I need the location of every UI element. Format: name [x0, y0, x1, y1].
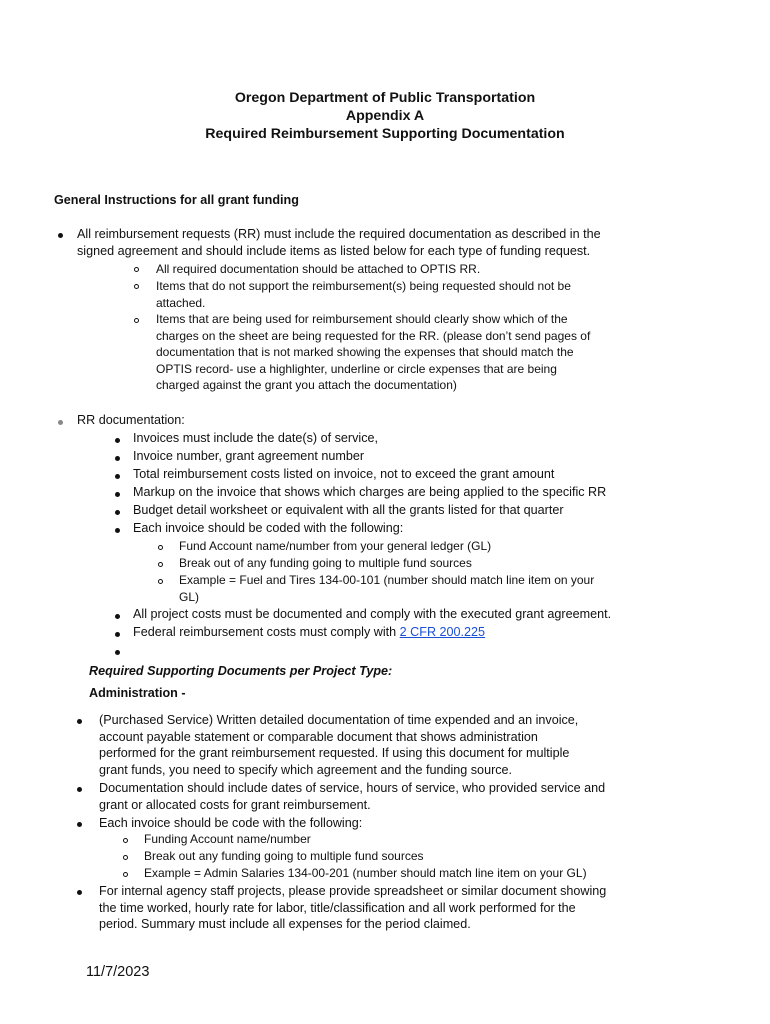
bullet-icon: [115, 438, 120, 443]
general-sub-item: Items that do not support the reimbursement(s) being requested should not be: [156, 279, 571, 293]
sub-bullet-icon: [123, 872, 128, 877]
admin-item-line: account payable statement or comparable document that shows administration: [99, 730, 538, 744]
general-sub-item: charged against the grant you attach the documentation): [156, 378, 457, 392]
admin-item-line: For internal agency staff projects, please provide spreadsheet or similar document showing: [99, 884, 607, 898]
general-sub-item: OPTIS record- use a highlighter, underline or circle expenses that are being: [156, 362, 557, 376]
general-instructions-heading: General Instructions for all grant funding: [54, 193, 299, 207]
rr-list-item: Invoices must include the date(s) of service,: [133, 431, 378, 445]
bullet-icon: [115, 528, 120, 533]
admin-item-line: grant or allocated costs for grant reimbursement.: [99, 798, 371, 812]
admin-item-line: (Purchased Service) Written detailed documentation of time expended and an invoice,: [99, 713, 579, 727]
sub-bullet-icon: [123, 838, 128, 843]
rr-list-item: Each invoice should be coded with the following:: [133, 521, 404, 535]
admin-sub-item: Example = Admin Salaries 134-00-201 (number should match line item on your GL): [144, 866, 587, 880]
bullet-icon: [58, 420, 63, 425]
document-heading: Required Reimbursement Supporting Documentation: [205, 126, 565, 142]
bullet-icon: [115, 492, 120, 497]
rr-list-item: Invoice number, grant agreement number: [133, 449, 365, 463]
admin-item-line: period. Summary must include all expenses for the period claimed.: [99, 917, 471, 931]
rr-list-item: Total reimbursement costs listed on invoice, not to exceed the grant amount: [133, 467, 555, 481]
admin-item-line: Each invoice should be code with the following:: [99, 816, 363, 830]
rr-list-item: Budget detail worksheet or equivalent with all the grants listed for that quarter: [133, 503, 564, 517]
general-paragraph-line: All reimbursement requests (RR) must include the required documentation as described in the: [77, 227, 601, 241]
bullet-icon: [77, 719, 82, 724]
rr-documentation-heading: RR documentation:: [77, 413, 185, 427]
cfr-link[interactable]: 2 CFR 200.225: [399, 625, 486, 639]
document-title: Oregon Department of Public Transportation: [234, 90, 536, 106]
rr-list-item: All project costs must be documented and comply with the executed grant agreement.: [133, 607, 612, 621]
general-sub-item: charges on the sheet are being requested for the RR. (please don’t send pages of: [156, 329, 591, 343]
general-paragraph-line: signed agreement and should include items as listed below for each type of funding request.: [77, 244, 591, 258]
general-sub-item: All required documentation should be attached to OPTIS RR.: [156, 262, 481, 276]
rr-list-item: Markup on the invoice that shows which charges are being applied to the specific RR: [133, 485, 607, 499]
bullet-icon: [115, 632, 120, 637]
general-sub-item: documentation that is not marked showing the expenses that should match the: [156, 345, 574, 359]
sub-bullet-icon: [123, 855, 128, 860]
bullet-icon: [58, 233, 63, 238]
rr-sub-item: Example = Fuel and Tires 134-00-101 (number should match line item on your: [179, 573, 595, 587]
sub-bullet-icon: [134, 318, 139, 323]
sub-bullet-icon: [158, 562, 163, 567]
sub-bullet-icon: [134, 284, 139, 289]
footer-date: 11/7/2023: [86, 964, 150, 980]
document-subtitle: Appendix A: [345, 108, 425, 124]
admin-item-line: grant funds, you need to specify which agreement and the funding source.: [99, 763, 513, 777]
bullet-icon: [115, 650, 120, 655]
bullet-icon: [77, 787, 82, 792]
admin-item-line: Documentation should include dates of service, hours of service, who provided service and: [99, 781, 606, 795]
bullet-icon: [77, 822, 82, 827]
sub-bullet-icon: [158, 545, 163, 550]
required-docs-heading: Required Supporting Documents per Project Type:: [89, 664, 393, 678]
sub-bullet-icon: [158, 579, 163, 584]
sub-bullet-icon: [134, 267, 139, 272]
general-sub-item: Items that are being used for reimbursement should clearly show which of the: [156, 312, 568, 326]
general-sub-item: attached.: [156, 296, 206, 310]
rr-sub-item: GL): [179, 590, 200, 604]
rr-list-item-cfr: [133, 625, 485, 639]
bullet-icon: [115, 456, 120, 461]
admin-sub-item: Break out any funding going to multiple fund sources: [144, 849, 424, 863]
admin-sub-item: Funding Account name/number: [144, 832, 311, 846]
cfr-text: Federal reimbursement costs must comply with: [133, 625, 400, 639]
bullet-icon: [115, 614, 120, 619]
admin-item-line: the time worked, hourly rate for labor, title/classification and all work performed for the: [99, 901, 576, 915]
bullet-icon: [77, 890, 82, 895]
bullet-icon: [115, 510, 120, 515]
admin-item-line: performed for the grant reimbursement requested. If using this document for multiple: [99, 746, 570, 760]
administration-heading: Administration -: [89, 686, 186, 700]
rr-sub-item: Fund Account name/number from your general ledger (GL): [179, 539, 492, 553]
bullet-icon: [115, 474, 120, 479]
rr-sub-item: Break out of any funding going to multiple fund sources: [179, 556, 472, 570]
